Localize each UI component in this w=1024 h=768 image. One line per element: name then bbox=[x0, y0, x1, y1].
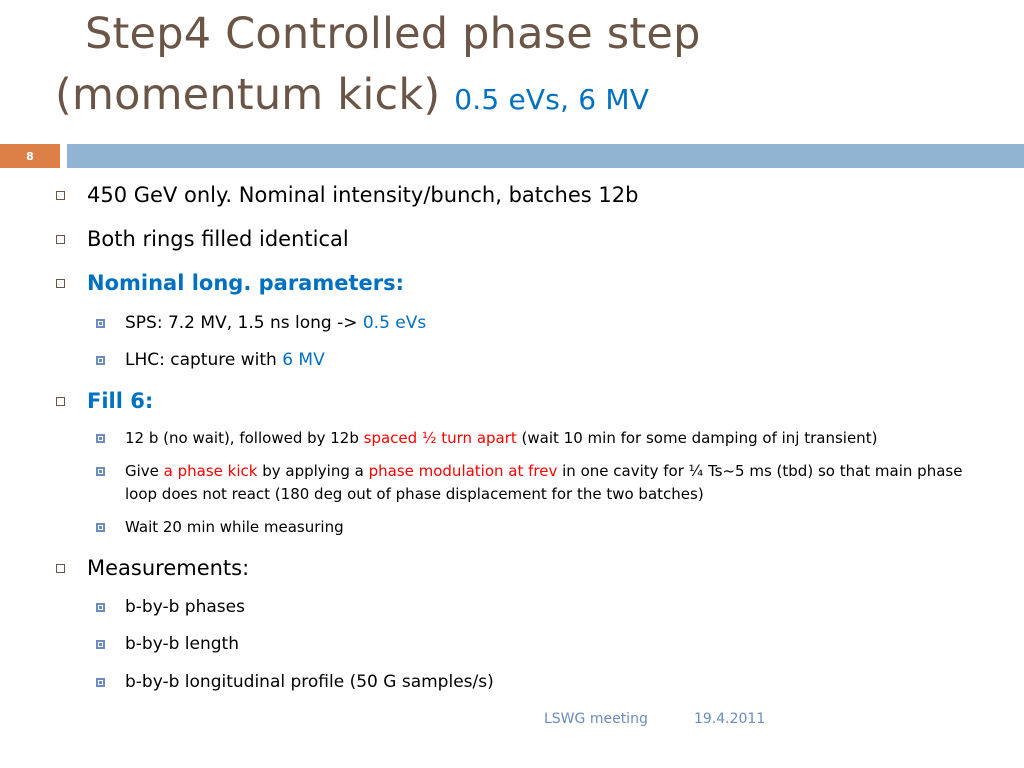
filled-square-bullet-icon bbox=[96, 434, 105, 443]
bullet-4-sub-1 bbox=[96, 427, 976, 450]
text-run: by applying a bbox=[257, 462, 369, 480]
bullet-4-text: Fill 6: bbox=[87, 389, 154, 413]
bullet-5 bbox=[56, 555, 249, 581]
text-run-red: a phase kick bbox=[163, 462, 258, 480]
text-run-red: spaced ½ turn apart bbox=[363, 429, 517, 447]
bullet-3-sub-1 bbox=[96, 312, 426, 334]
text-run: in one cavity for ¼ Ts~5 ms (tbd) so that main phase loop does not react (180 deg out of phase displacement for the two batches) bbox=[125, 462, 963, 503]
footer-meeting: LSWG meeting bbox=[544, 711, 648, 727]
text-run: SPS: 7.2 MV, 1.5 ns long -> bbox=[125, 313, 363, 333]
slide-title-blue: 0.5 eVs, 6 MV bbox=[454, 83, 650, 116]
square-bullet-icon bbox=[56, 191, 65, 200]
text-run-red: phase modulation at frev bbox=[368, 462, 558, 480]
slide-title-main: (momentum kick) bbox=[55, 70, 455, 120]
square-bullet-icon bbox=[56, 235, 65, 244]
text-run-blue: 6 MV bbox=[282, 350, 325, 370]
bullet-5-sub-1-text: b-by-b phases bbox=[125, 597, 245, 617]
bullet-5-sub-2-text: b-by-b length bbox=[125, 634, 239, 654]
bullet-3 bbox=[56, 270, 404, 296]
bullet-1-text: 450 GeV only. Nominal intensity/bunch, batches 12b bbox=[87, 183, 639, 207]
bullet-3-sub-2-text bbox=[125, 349, 325, 371]
bullet-4-sub-2 bbox=[96, 460, 976, 506]
bullet-2-text: Both rings filled identical bbox=[87, 227, 349, 251]
text-run: (wait 10 min for some damping of inj transient) bbox=[516, 429, 878, 447]
page-number: 8 bbox=[0, 144, 60, 168]
bullet-5-text: Measurements: bbox=[87, 556, 250, 580]
filled-square-bullet-icon bbox=[96, 356, 105, 365]
bullet-4-sub-2-text bbox=[125, 460, 976, 506]
bullet-4-sub-1-text bbox=[125, 427, 877, 450]
bullet-5-sub-1 bbox=[96, 596, 245, 618]
bullet-3-sub-1-text bbox=[125, 312, 426, 334]
bullet-5-sub-3-text: b-by-b longitudinal profile (50 G samples/s) bbox=[125, 672, 494, 692]
text-run: 12 b (no wait), followed by 12b bbox=[125, 429, 364, 447]
bullet-4-sub-3-text: Wait 20 min while measuring bbox=[125, 518, 344, 536]
square-bullet-icon bbox=[56, 279, 65, 288]
bullet-5-sub-3 bbox=[96, 671, 494, 693]
filled-square-bullet-icon bbox=[96, 603, 105, 612]
bullet-3-text: Nominal long. parameters: bbox=[87, 271, 404, 295]
slide-title-line2 bbox=[55, 65, 1015, 130]
text-run: Give bbox=[125, 462, 164, 480]
filled-square-bullet-icon bbox=[96, 319, 105, 328]
bullet-2 bbox=[56, 226, 349, 252]
bullet-1 bbox=[56, 182, 638, 208]
footer-date: 19.4.2011 bbox=[694, 711, 766, 727]
bullet-4-sub-3 bbox=[96, 516, 976, 539]
bullet-5-sub-2 bbox=[96, 633, 239, 655]
header-bar bbox=[67, 144, 1024, 168]
square-bullet-icon bbox=[56, 397, 65, 406]
bullet-4 bbox=[56, 388, 153, 414]
filled-square-bullet-icon bbox=[96, 640, 105, 649]
square-bullet-icon bbox=[56, 564, 65, 573]
text-run-blue: 0.5 eVs bbox=[362, 313, 427, 333]
filled-square-bullet-icon bbox=[96, 678, 105, 687]
text-run: LHC: capture with bbox=[125, 350, 283, 370]
slide-title-line1: Step4 Controlled phase step bbox=[85, 9, 701, 59]
filled-square-bullet-icon bbox=[96, 467, 105, 476]
filled-square-bullet-icon bbox=[96, 523, 105, 532]
bullet-3-sub-2 bbox=[96, 349, 325, 371]
slide-title bbox=[55, 4, 1015, 130]
